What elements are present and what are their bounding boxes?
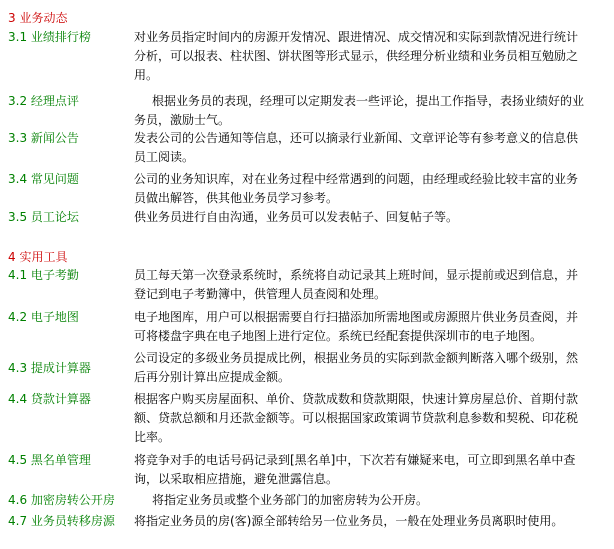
item-description: 将指定业务员或整个业务部门的加密房转为公开房。 — [152, 493, 429, 507]
item-description: 电子地图库，用户可以根据需要自行扫描添加所需地图或房源照片供业务员查阅，并可将楼盘字典在电子地图上进行定位。系统已经配套提供深圳市的电子地图。 — [134, 310, 579, 343]
item-description: 将竞争对手的电话号码记录到[黑名单]中，下次若有嫌疑来电，可立即到黑名单中查询，以采取相应措施，避免泄露信息。 — [134, 453, 576, 486]
item-description: 员工每天第一次登录系统时，系统将自动记录其上班时间，显示提前或迟到信息，并登记到电子考勤簿中，供管理人员查阅和处理。 — [134, 268, 579, 301]
item-label: 4.5 黑名单管理 — [8, 453, 91, 467]
section-title-business-news: 3 业务动态 — [8, 11, 68, 25]
item-label: 4.1 电子考勤 — [8, 268, 79, 282]
item-label: 4.6 加密房转公开房 — [8, 493, 115, 507]
item-label: 3.1 业绩排行榜 — [8, 30, 91, 44]
item-label: 3.4 常见问题 — [8, 172, 79, 186]
item-description: 发表公司的公告通知等信息，还可以摘录行业新闻、文章评论等有参考意义的信息供员工阅读。 — [134, 131, 579, 164]
item-description: 根据客户购买房屋面积、单价、贷款成数和贷款期限，快速计算房屋总价、首期付款额、贷款总额和月还款金额等。可以根据国家政策调节贷款利息参数和契税、印花税比率。 — [134, 392, 579, 444]
item-description: 根据业务员的表现，经理可以定期发表一些评论，提出工作指导，表扬业绩好的业务员，激励士气。 — [134, 94, 585, 127]
item-label: 3.5 员工论坛 — [8, 210, 79, 224]
item-label: 3.3 新闻公告 — [8, 131, 79, 145]
item-description: 供业务员进行自由沟通，业务员可以发表帖子、回复帖子等。 — [134, 210, 459, 224]
item-label: 4.7 业务员转移房源 — [8, 514, 115, 528]
item-description: 公司的业务知识库，对在业务过程中经常遇到的问题，由经理或经验比较丰富的业务员做出解答，供其他业务员学习参考。 — [134, 172, 579, 205]
section-title-practical-tools: 4 实用工具 — [8, 250, 68, 264]
item-label: 4.4 贷款计算器 — [8, 392, 91, 406]
item-description: 对业务员指定时间内的房源开发情况、跟进情况、成交情况和实际到款情况进行统计分析，可以报表、柱状图、饼状图等形式显示，供经理分析业绩和业务员相互勉励之用。 — [134, 30, 579, 82]
item-description: 公司设定的多级业务员提成比例，根据业务员的实际到款金额判断落入哪个级别，然后再分别计算出应提成金额。 — [134, 351, 579, 384]
item-label: 3.2 经理点评 — [8, 94, 79, 108]
item-description: 将指定业务员的房(客)源全部转给另一位业务员，一般在处理业务员离职时使用。 — [134, 514, 564, 528]
item-label: 4.2 电子地图 — [8, 310, 79, 324]
item-label: 4.3 提成计算器 — [8, 361, 91, 375]
